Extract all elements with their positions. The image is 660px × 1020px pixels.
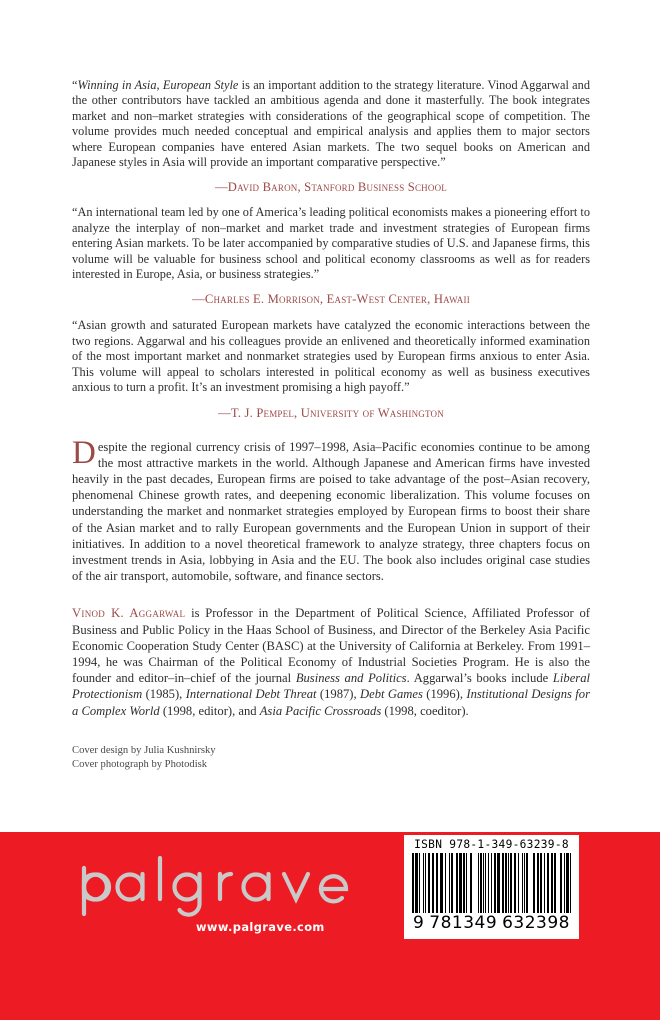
author-name: Vinod K. Aggarwal [72, 606, 186, 621]
blurb-3-text [72, 318, 590, 395]
barcode-digit-left: 9 [413, 913, 425, 933]
book-year-2: (1987), [316, 687, 361, 702]
publisher-footer-band [0, 832, 660, 1020]
journal-title: Business and Politics [295, 671, 407, 686]
cover-credits [72, 744, 590, 772]
blurb-1-attribution-text: David Baron, Stanford Business School [227, 180, 447, 195]
blurb-3-attribution-text: T. J. Pempel, University of Washington [230, 405, 444, 420]
blurb-2 [72, 205, 590, 307]
book-title-3: Debt Games [360, 687, 423, 702]
blurb-1-attribution: —David Baron, Stanford Business School [215, 180, 447, 195]
cover-text-column [72, 78, 590, 772]
isbn-number: ISBN 978-1-349-63239-8 [414, 838, 569, 851]
blurb-2-text [72, 205, 590, 282]
blurb-3-quote-mark: “ [72, 318, 78, 333]
cover-photograph-credit: Cover photograph by Photodisk [72, 758, 208, 770]
author-bio-part1: is Professor in the Department of Political Science, Affiliated Professor of Business and Public Policy in the Haas School of Business, and Director of the Berkeley Asia Pacific Economic Cooperation Study Center (BASC) at the University of California at Berkeley. From 1991–1994, he was Chairman of the Political Economy of Industrial Societies Program. He is also the founder and editor–in–chief of the journal [72, 606, 590, 686]
barcode-digits-group-1: 781349 [429, 913, 498, 933]
blurb-3 [72, 318, 590, 420]
book-year-3: (1996), [422, 687, 467, 702]
barcode-bars [412, 853, 571, 913]
blurb-1-book-title: Winning in Asia, European Style [77, 78, 239, 92]
book-year-1: (1985), [142, 687, 186, 702]
palgrave-logo [72, 846, 372, 918]
blurb-3-attribution: —T. J. Pempel, University of Washington [218, 405, 444, 420]
book-title-1: Liberal Protectionism [72, 671, 590, 702]
book-year-4: (1998, editor), and [159, 703, 260, 718]
book-title-4: Institutional Designs for a Complex World [72, 687, 590, 718]
book-title-5: Asia Pacific Crossroads [259, 703, 382, 718]
book-description [72, 434, 590, 585]
blurb-1-quote-mark: “ [72, 78, 78, 92]
blurb-3-body: Asian growth and saturated European markets have catalyzed the economic interactions between the two regions. Aggarwal and his colleagues provide an enlivened and theoretically informed examination of the most important market and nonmarket strategies used by European firms anxious to enter Asia. This volume will appeal to scholars interested in political economy as well as business executives anxious to turn a profit. It’s an investment promising a high payoff.” [72, 318, 590, 395]
cover-design-credit: Cover design by Julia Kushnirsky [72, 744, 216, 756]
book-year-5: (1998, coeditor). [381, 703, 469, 718]
blurb-2-attribution-text: Charles E. Morrison, East-West Center, Hawaii [204, 292, 470, 307]
blurb-1 [72, 78, 590, 195]
blurb-1-text [72, 78, 590, 170]
barcode-digits [410, 913, 573, 933]
isbn-barcode [404, 835, 579, 939]
barcode-digits-group-2: 632398 [502, 913, 570, 933]
palgrave-website-url[interactable]: www.palgrave.com [196, 920, 325, 934]
book-description-text: espite the regional currency crisis of 1997–1998, Asia–Pacific economies continue to be among the most attractive markets in the world. Although Japanese and American firms have invested heavily in the past decades, European firms are poised to take advantage of the post–Asian recovery, phenomenal Chinese growth rates, and deepening economic liberalization. This volume focuses on understanding the market and nonmarket strategies employed by European firms to boost their share of the Asian market and to rally European governments and the European Union in support of their initiatives. In addition to a novel theoretical framework to analyze strategy, three chapters focus on investment trends in Asia, lobbying in Asia and the EU. The book also includes original case studies of the air transport, automobile, software, and finance sectors. [72, 439, 590, 584]
blurb-2-attribution: —Charles E. Morrison, East-West Center, Hawaii [192, 292, 470, 307]
author-bio-part2: . Aggarwal’s books include [406, 671, 553, 686]
drop-cap-letter: D [72, 434, 96, 471]
blurb-1-body: is an important addition to the strategy literature. Vinod Aggarwal and the other contributors have tackled an ambitious agenda and done it masterfully. The book integrates market and non–market strategies with considerations of the geographical scope of competition. The volume provides much needed conceptual and empirical analysis and applies them to major sectors where European companies have entered Asian markets. The two sequel books on American and Japanese styles in Asia will provide an important comparative perspective.” [72, 78, 590, 170]
book-title-2: International Debt Threat [185, 687, 317, 702]
author-biography [72, 605, 590, 718]
blurb-2-body: An international team led by one of America’s leading political economists makes a pioneering effort to analyze the interplay of non–market and market trade and investment strategies of European firms entering Asian markets. To be later accompanied by comparative studies of U.S. and Japanese firms, this volume will be valuable for business school and political economy classrooms as well as for readers interested in Europe, Asia, or business strategies.” [72, 205, 590, 282]
blurb-2-quote-mark: “ [72, 205, 78, 220]
